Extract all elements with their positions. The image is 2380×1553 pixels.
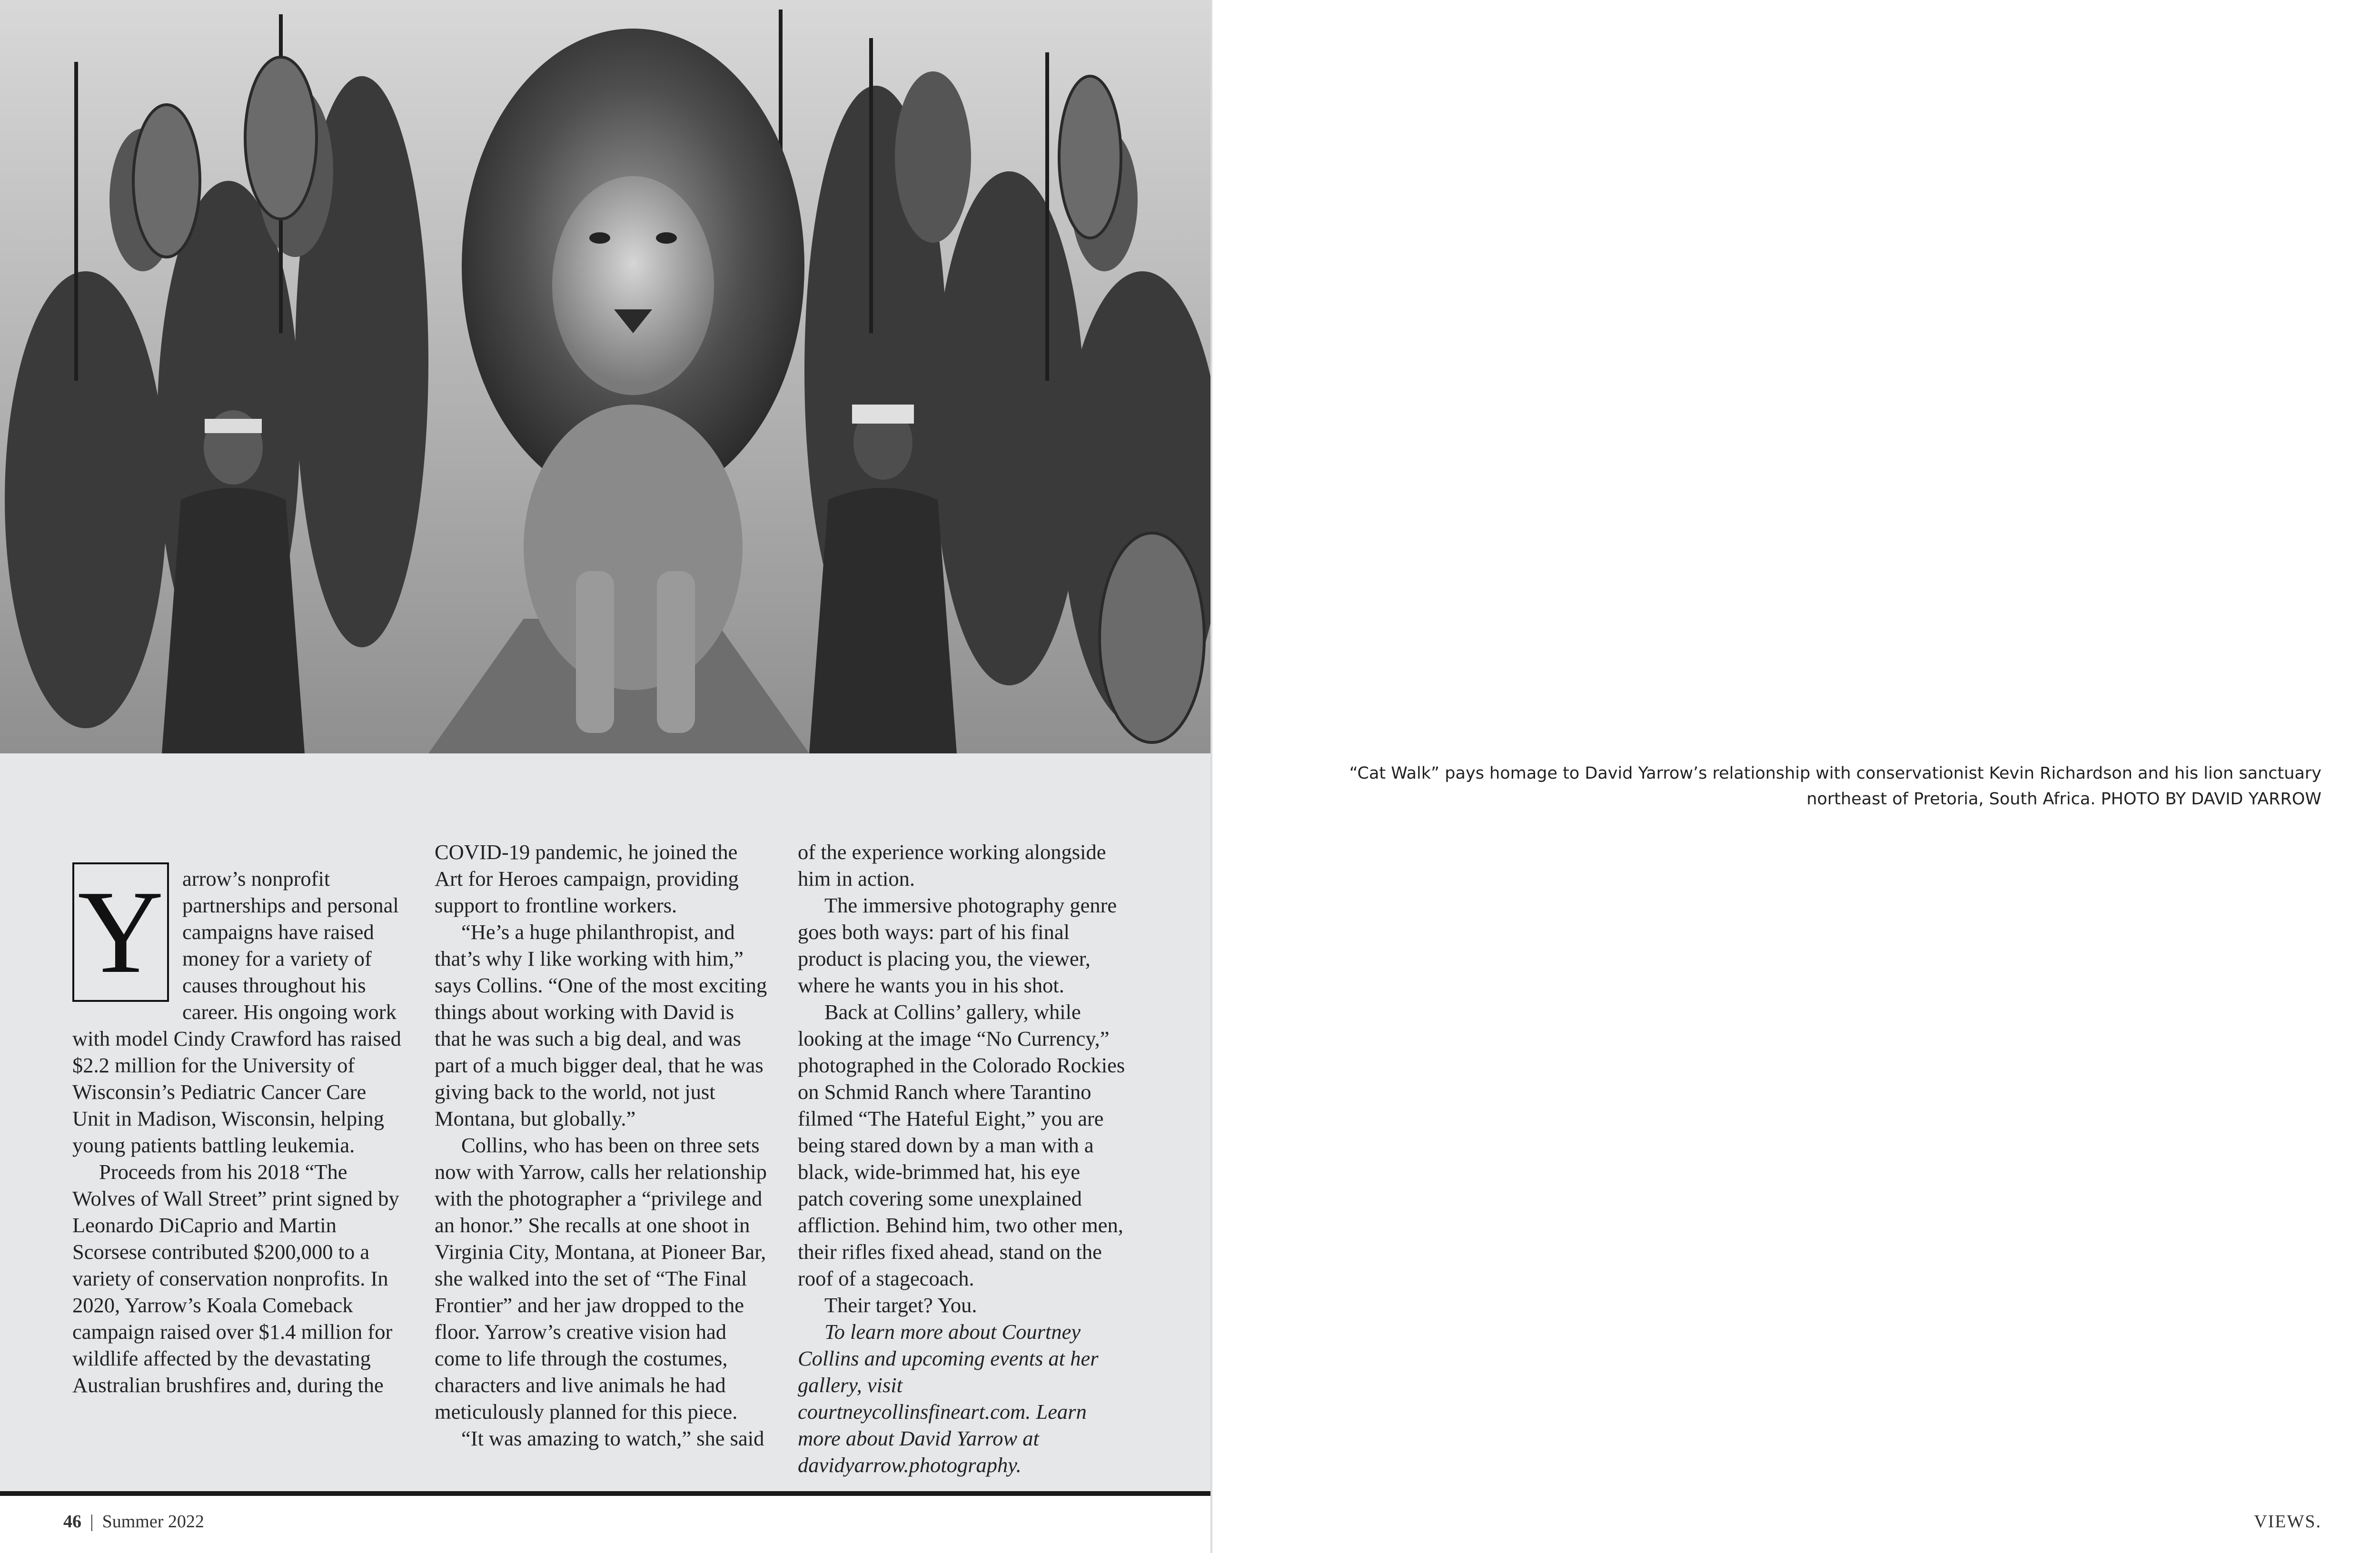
article-paragraph: “It was amazing to watch,” she said [461,1426,764,1450]
article-paragraph: Collins, who has been on three sets now with Yarrow, calls her relationship with the photographer a “privilege and an honor.” She recalls at one shoot in Virginia City, Montana, at Pioneer Bar, she walked into the set of “The Final Frontier” and her jaw dropped to the floor. Yarrow’s creative vision had come to life through the costumes, characters and live animals he had meticulously planned for this piece. [435,1133,767,1424]
article-paragraph: COVID-19 pandemic, he joined the Art for Heroes campaign, providing support to frontline workers. [435,840,739,917]
article-paragraph: arrow’s nonprofit partnerships and personal campaigns have raised money for a variety of causes throughout his career. His ongoing work with model Cindy Crawford has raised $2.2 million for the University of Wisconsin’s Pediatric Cancer Care Unit in Madison, Wisconsin, helping young patients battling leukemia. [72,867,401,1157]
article-column-2 [435,839,768,1452]
lion-and-warriors-photo [0,0,1210,753]
folio-separator: | [90,1512,94,1532]
article-paragraph: “He’s a huge philanthropist, and that’s why I like working with him,” says Collins. “One of the most exciting things about working with David is that he was such a big deal, and was part of a much bigger deal, that he was giving back to the world, not just Montana, but globally.” [435,920,767,1130]
article-paragraph: Back at Collins’ gallery, while looking at the image “No Currency,” photographed in the Colorado Rockies on Schmid Ranch where Tarantino filmed “The Hateful Eight,” you are being stared down by a man with a black, wide-brimmed hat, his eye patch covering some unexplained affliction. Behind him, two other men, their rifles fixed ahead, stand on the roof of a stagecoach. [798,1000,1125,1290]
page-number: 46 [63,1512,81,1532]
photo-caption: “Cat Walk” pays homage to David Yarrow’s relationship with conservationist Kevin Richardson and his lion sanctuary northeast of Pretoria, South Africa. PHOTO BY DAVID YARROW [1349,764,2321,809]
article-paragraph: Their target? You. [824,1293,977,1317]
article-column-3 [798,839,1131,1478]
article-column-1 [72,839,406,1398]
article-paragraph: of the experience working alongside him in action. [798,840,1106,890]
article-paragraph: The immersive photography genre goes both ways: part of his final product is placing you, the viewer, where he wants you in his shot. [798,893,1117,997]
folio [63,1510,204,1533]
issue-date: Summer 2022 [102,1512,204,1532]
magazine-name: VIEWS. [2254,1512,2321,1532]
article-tagline: To learn more about Courtney Collins and upcoming events at her gallery, visit courtneycollinsfineart.com. Learn more about David Yarrow at davidyarrow.photography. [798,1320,1099,1477]
drop-cap [72,862,169,1002]
page-gutter [1210,0,1212,1553]
article-paragraph: Proceeds from his 2018 “The Wolves of Wall Street” print signed by Leonardo DiCaprio and Martin Scorsese contributed $200,000 to a variety of conservation nonprofits. In 2020, Yarrow’s Koala Comeback campaign raised over $1.4 million for wildlife affected by the devastating Australian brushfires and, during the [72,1160,399,1397]
footer-rule [0,1491,1210,1496]
drop-cap-letter: Y [78,866,164,998]
